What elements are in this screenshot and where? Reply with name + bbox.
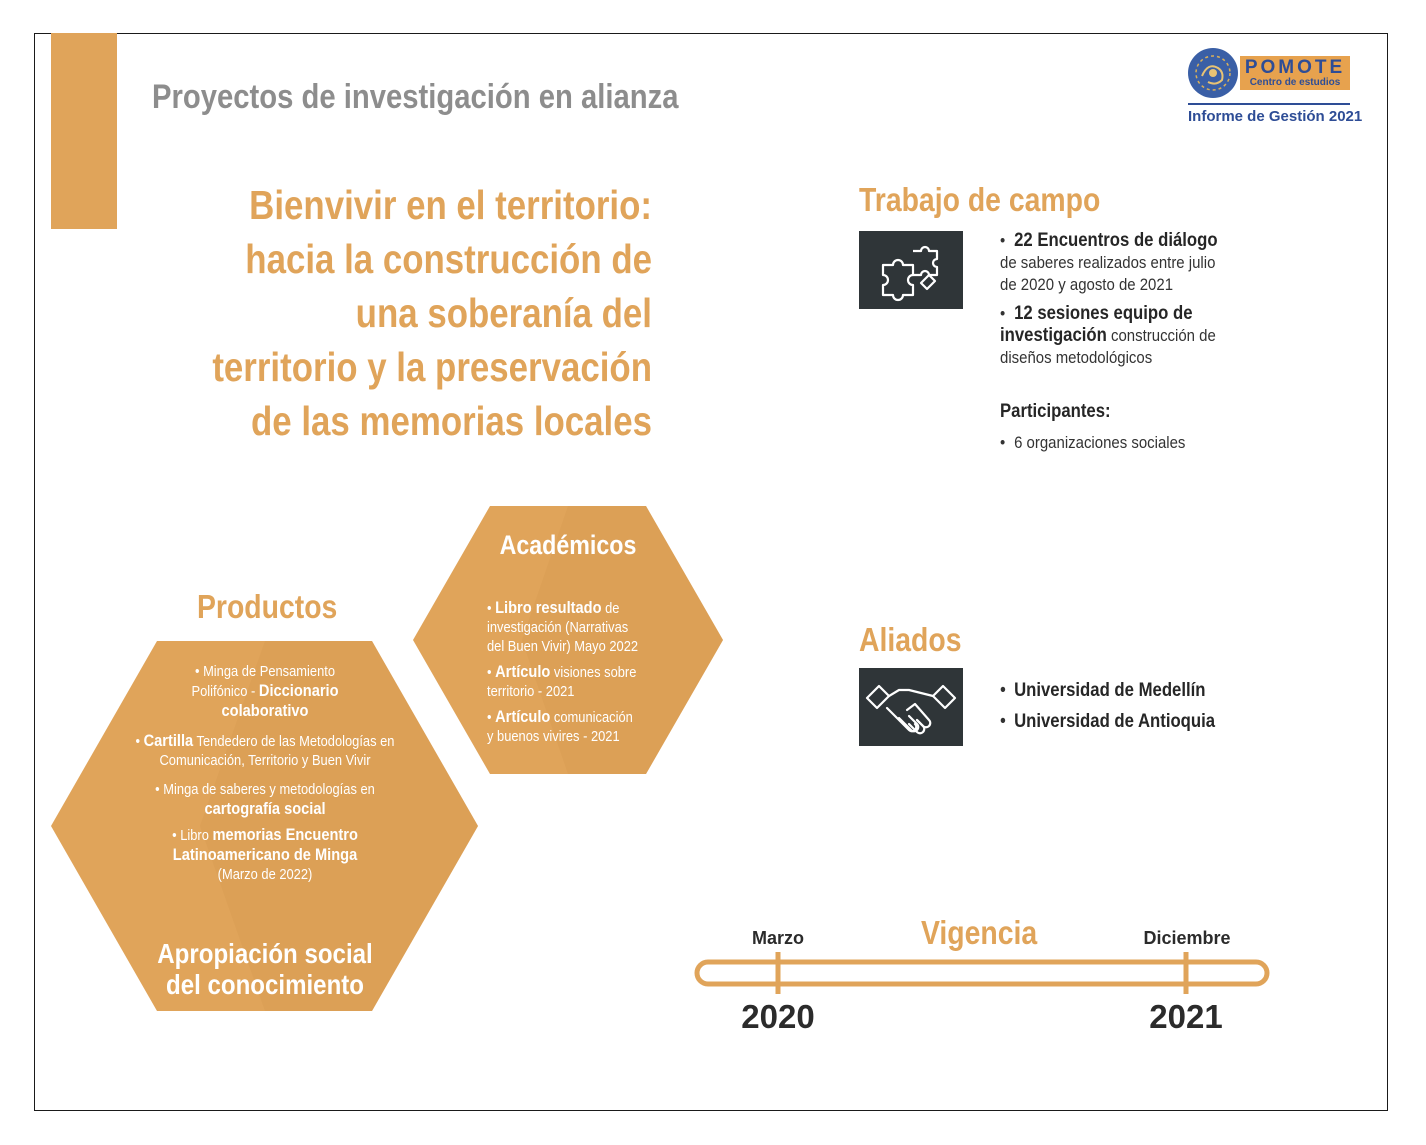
academic-text: comunicación [550,709,633,726]
logo-divider [1188,103,1350,105]
allies-title: Aliados [859,621,962,658]
fieldwork-item-2-text: diseños metodológicos [1000,348,1153,367]
products-footer-line: Apropiación social [157,938,373,969]
logo [1186,48,1363,130]
page-title: Proyectos de investigación en alianza [152,78,679,116]
logo-box [1240,56,1350,90]
product-bold: Latinoamericano de Minga [172,845,358,864]
product-item-4 [80,865,450,884]
academic-item-1 [487,618,638,637]
product-item-3 [80,799,450,819]
ally-item [1000,680,1205,702]
product-bold: Diccionario [258,681,339,700]
project-title-line: hacia la construcción de [245,236,652,282]
product-item-1 [80,681,450,701]
product-bold: memorias Encuentro [212,825,358,844]
product-item-2: • Cartilla Tendedero de las Metodologías en [135,731,395,750]
bullet: • [1000,711,1006,732]
timeline-end-year: 2021 [1149,998,1223,1035]
participants-item [1000,432,1185,454]
products-footer [50,938,480,1000]
academic-text: de [601,600,620,617]
project-title-line: una soberanía del [355,290,652,336]
product-text: Comunicación, Territorio y Buen Vivir [159,752,371,769]
academic-text: y buenos vivires - 2021 [487,728,620,745]
products-title: Productos [197,588,338,625]
logo-name: POMOTE [1244,57,1346,78]
academics-list [487,598,663,746]
timeline-end-month: Diciembre [1143,928,1231,948]
academic-item-2: • Artículo visiones sobre [487,662,637,681]
bullet: • [1000,680,1006,701]
academics-title-text: Académicos [499,530,637,560]
academic-bold: Artículo [495,662,551,681]
academic-text: del Buen Vivir) Mayo 2022 [487,638,639,655]
products-footer-line: del conocimiento [165,969,365,1000]
timeline-start-month: Marzo [751,928,804,948]
product-item-4: • Libro memorias Encuentro [172,825,358,844]
academic-text: territorio - 2021 [487,683,575,700]
timeline-title: Vigencia [921,914,1038,951]
academic-item-1 [487,637,638,656]
project-title [130,178,652,448]
puzzle-icon [859,231,963,309]
fieldwork-item-1-bold: 22 Encuentros de diálogo [1014,230,1218,251]
report-label: Informe de Gestión 2021 [1188,108,1363,125]
product-item-1: • Minga de Pensamiento [194,663,336,680]
seal-icon [1188,48,1238,98]
product-item-4 [80,845,450,865]
academic-text: investigación (Narrativas [487,619,629,636]
bullet: • [1000,231,1006,250]
bullet: • [1000,433,1006,452]
participants-label [1000,401,1111,423]
timeline-start-year: 2020 [741,998,815,1035]
academic-item-3: • Artículo comunicación [487,707,633,726]
product-item-2 [80,751,450,770]
product-bold: Cartilla [143,731,194,750]
product-text: Libro [180,827,213,844]
bullet: • [1000,304,1006,323]
fieldwork-item-2-text: construcción de [1106,326,1216,345]
product-text: (Marzo de 2022) [217,866,313,883]
academic-bold: Libro resultado [495,598,602,617]
timeline-bar [694,948,1270,998]
academic-item-1: • Libro resultado de [487,598,620,617]
fieldwork-item-1-text: de saberes realizados entre julio [1000,253,1216,272]
product-text: Minga de saberes y metodologías en [163,781,375,798]
fieldwork-title: Trabajo de campo [859,181,1101,218]
fieldwork-item-2-bold: investigación [1000,325,1107,346]
product-text: Polifónico - [191,683,259,700]
ally-item [1000,711,1215,733]
academics-title [412,530,724,561]
participants-item-text: 6 organizaciones sociales [1014,433,1186,452]
accent-bar [51,33,117,229]
fieldwork-item-1-text: de 2020 y agosto de 2021 [1000,275,1174,294]
ally-item-text: Universidad de Antioquia [1014,711,1216,732]
product-item-1 [80,701,450,721]
product-text: Minga de Pensamiento [203,663,336,680]
project-title-line: territorio y la preservación [212,344,652,390]
academic-item-2 [487,682,638,701]
project-title-line: Bienvivir en el territorio: [249,182,652,228]
fieldwork-item-1 [1000,230,1218,296]
fieldwork-item-2 [1000,303,1216,369]
ally-item-text: Universidad de Medellín [1014,680,1206,701]
academic-text: visiones sobre [550,664,637,681]
project-title-line: de las memorias locales [250,398,652,444]
fieldwork-item-2-bold: 12 sesiones equipo de [1014,303,1193,324]
product-item-3: • Minga de saberes y metodologías en [155,781,375,798]
product-text: Tendedero de las Metodologías en [193,733,395,750]
product-bold: colaborativo [221,701,309,720]
handshake-icon [859,668,963,746]
participants-label-text: Participantes: [1000,401,1111,422]
academic-item-3 [487,727,638,746]
academic-bold: Artículo [495,707,551,726]
product-bold: cartografía social [204,799,326,818]
logo-subtitle: Centro de estudios [1249,77,1341,88]
